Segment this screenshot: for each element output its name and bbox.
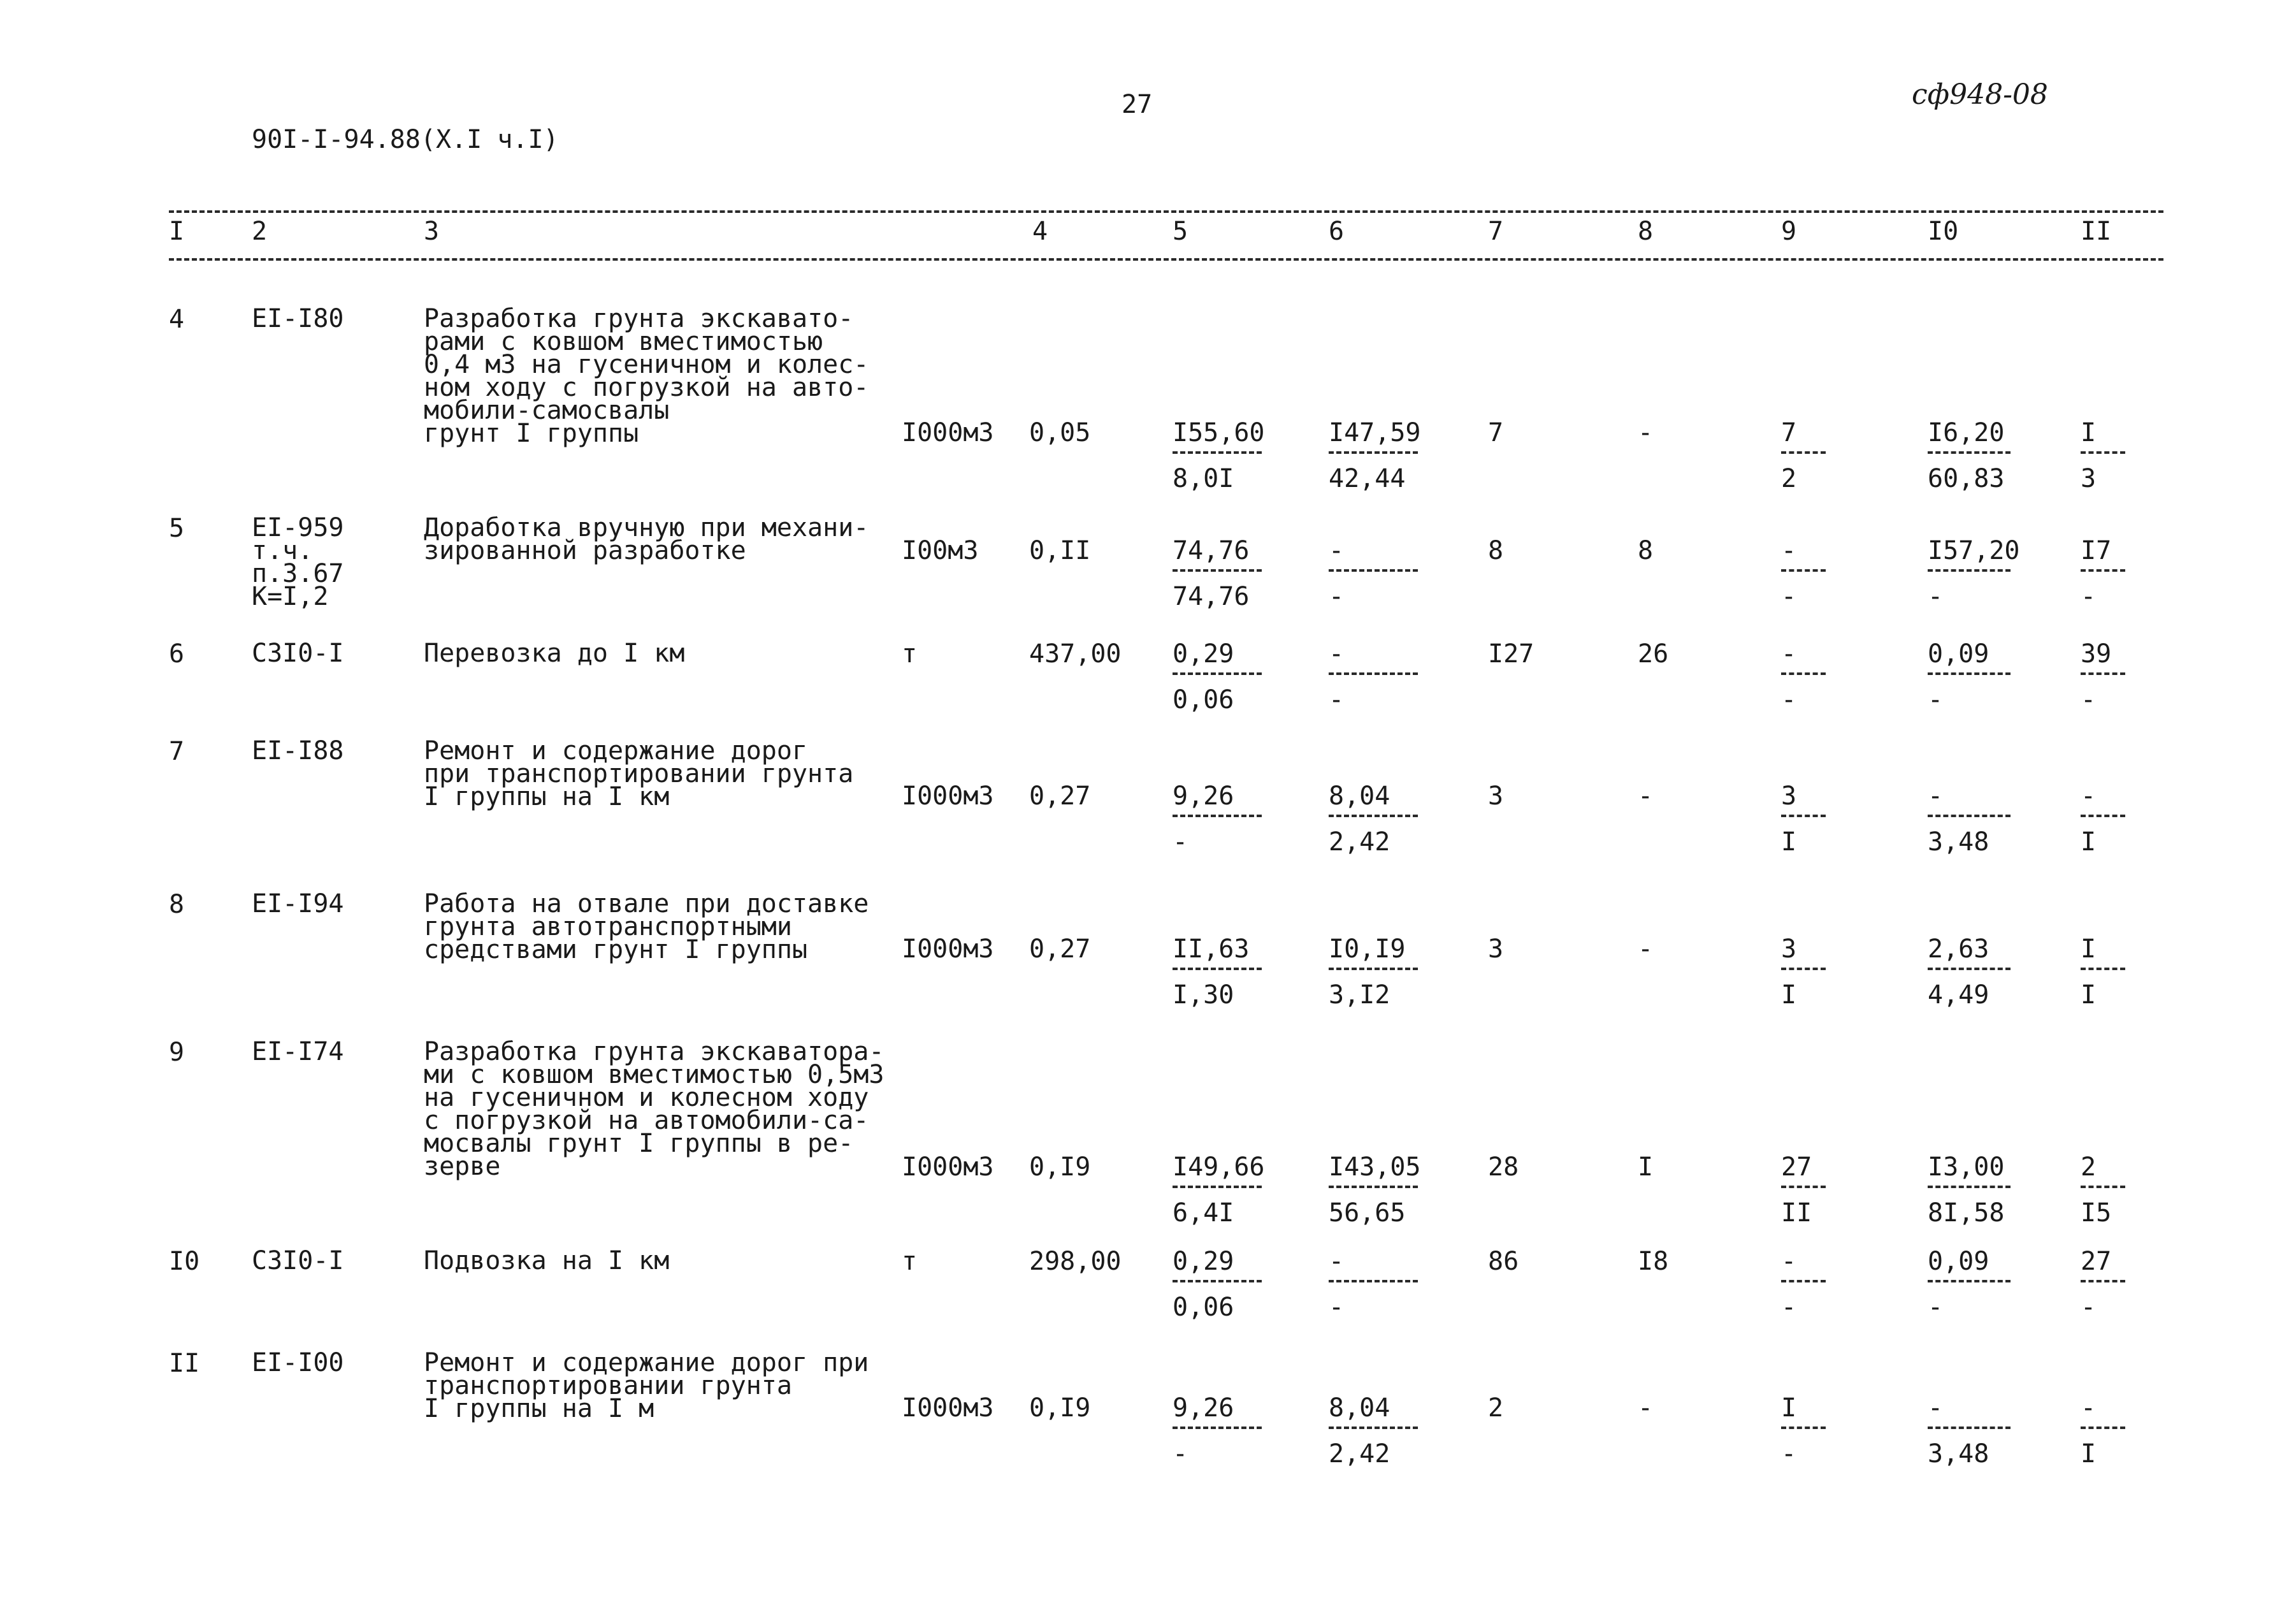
col11-value-numerator: - — [2081, 1393, 2097, 1423]
work-description: Разработка грунта экскавато- рами с ковшом вместимостью 0,4 м3 на гусеничном и колес- ном ходу с погрузкой на авто- мобили-самосвалы грунт I группы — [424, 304, 869, 448]
col10-value-fraction-bar — [1928, 815, 2011, 817]
quantity: 0,II — [1029, 536, 1091, 565]
unit-of-measure: I000м3 — [902, 1152, 994, 1182]
col9-value-numerator: 3 — [1781, 781, 1797, 811]
page-number: 27 — [1122, 90, 1153, 119]
col6-value-denominator: 2,42 — [1329, 827, 1390, 857]
work-description: Перевозка до I км — [424, 639, 685, 668]
col5-value-fraction-bar — [1173, 451, 1262, 454]
norm-code: EI-I80 — [252, 304, 344, 333]
col5-value-numerator: I49,66 — [1173, 1152, 1265, 1182]
work-description: Ремонт и содержание дорог при транспортировании грунта I группы на I м — [424, 1348, 869, 1423]
col6-value-fraction-bar — [1329, 968, 1418, 970]
col6-value-numerator: I43,05 — [1329, 1152, 1421, 1182]
col11-value-denominator: I — [2081, 980, 2097, 1010]
col5-value-fraction-bar — [1173, 968, 1262, 970]
col9-value-denominator: I — [1781, 980, 1797, 1010]
column-header-10: I0 — [1928, 217, 1959, 246]
column-header-3: 3 — [424, 217, 440, 246]
quantity: 0,27 — [1029, 781, 1091, 811]
work-description: Разработка грунта экскаватора- ми с ковшом вместимостью 0,5м3 на гусеничном и колесном ходу с погрузкой на автомобили-са- мосвалы грунт I группы в ре- зерве — [424, 1037, 884, 1181]
column-header-7: 7 — [1488, 217, 1504, 246]
col6-value-fraction-bar — [1329, 569, 1418, 572]
col7-value: I27 — [1488, 639, 1534, 669]
work-description: Ремонт и содержание дорог при транспортировании грунта I группы на I км — [424, 736, 854, 811]
col9-value-denominator: II — [1781, 1198, 1812, 1228]
col6-value-denominator: - — [1329, 582, 1345, 611]
col9-value-numerator: I — [1781, 1393, 1797, 1423]
col6-value-numerator: - — [1329, 639, 1345, 669]
row-number: 4 — [169, 305, 185, 334]
col8-value: 8 — [1638, 536, 1654, 565]
column-header-5: 5 — [1173, 217, 1188, 246]
col11-value-numerator: 39 — [2081, 639, 2112, 669]
col11-value-numerator: 27 — [2081, 1247, 2112, 1276]
quantity: 0,I9 — [1029, 1393, 1091, 1423]
norm-code: C3I0-I — [252, 1246, 344, 1275]
col11-value-fraction-bar — [2081, 569, 2125, 572]
col9-value-numerator: 27 — [1781, 1152, 1812, 1182]
unit-of-measure: I000м3 — [902, 781, 994, 811]
col10-value-denominator: 3,48 — [1928, 827, 1989, 857]
col8-value: - — [1638, 1393, 1654, 1423]
col6-value-denominator: 3,I2 — [1329, 980, 1390, 1010]
col5-value-denominator: 0,06 — [1173, 1293, 1234, 1322]
col5-value-denominator: - — [1173, 1439, 1188, 1469]
col9-value-denominator: - — [1781, 582, 1797, 611]
col8-value: - — [1638, 418, 1654, 447]
col10-value-denominator: - — [1928, 1293, 1944, 1322]
col11-value-denominator: - — [2081, 582, 2097, 611]
col10-value-fraction-bar — [1928, 1186, 2011, 1188]
col6-value-fraction-bar — [1329, 1186, 1418, 1188]
col11-value-fraction-bar — [2081, 968, 2125, 970]
col6-value-numerator: I47,59 — [1329, 418, 1421, 447]
norm-code: EI-I94 — [252, 889, 344, 918]
col11-value-fraction-bar — [2081, 815, 2125, 817]
col10-value-fraction-bar — [1928, 569, 2011, 572]
quantity: 0,05 — [1029, 418, 1091, 447]
col6-value-numerator: I0,I9 — [1329, 934, 1406, 964]
column-header-8: 8 — [1638, 217, 1654, 246]
col5-value-denominator: I,30 — [1173, 980, 1234, 1010]
col6-value-numerator: 8,04 — [1329, 1393, 1390, 1423]
col7-value: 8 — [1488, 536, 1504, 565]
col11-value-fraction-bar — [2081, 1186, 2125, 1188]
row-number: II — [169, 1349, 200, 1378]
col5-value-numerator: I55,60 — [1173, 418, 1265, 447]
col5-value-fraction-bar — [1173, 1186, 1262, 1188]
column-header-11: II — [2081, 217, 2112, 246]
col10-value-numerator: - — [1928, 1393, 1944, 1423]
col11-value-denominator: - — [2081, 1293, 2097, 1322]
header-rule-top — [169, 210, 2163, 213]
col6-value-fraction-bar — [1329, 1280, 1418, 1282]
quantity: 298,00 — [1029, 1247, 1122, 1276]
quantity: 0,I9 — [1029, 1152, 1091, 1182]
col10-value-numerator: 2,63 — [1928, 934, 1989, 964]
col11-value-fraction-bar — [2081, 672, 2125, 675]
quantity: 437,00 — [1029, 639, 1122, 669]
col11-value-numerator: I7 — [2081, 536, 2112, 565]
row-number: 5 — [169, 514, 185, 543]
row-number: 9 — [169, 1038, 185, 1067]
work-description: Работа на отвале при доставке грунта автотранспортными средствами грунт I группы — [424, 889, 869, 964]
col5-value-numerator: II,63 — [1173, 934, 1250, 964]
col5-value-fraction-bar — [1173, 569, 1262, 572]
col9-value-denominator: - — [1781, 685, 1797, 715]
col10-value-denominator: 8I,58 — [1928, 1198, 2005, 1228]
work-description: Подвозка на I км — [424, 1246, 670, 1275]
col5-value-fraction-bar — [1173, 1427, 1262, 1429]
col5-value-fraction-bar — [1173, 672, 1262, 675]
norm-code: EI-I00 — [252, 1348, 344, 1377]
row-number: 6 — [169, 639, 185, 669]
unit-of-measure: т — [902, 1247, 918, 1276]
col11-value-fraction-bar — [2081, 451, 2125, 454]
col9-value-fraction-bar — [1781, 968, 1826, 970]
col11-value-numerator: - — [2081, 781, 2097, 811]
column-header-9: 9 — [1781, 217, 1797, 246]
col10-value-fraction-bar — [1928, 1427, 2011, 1429]
col6-value-fraction-bar — [1329, 672, 1418, 675]
col8-value: - — [1638, 934, 1654, 964]
unit-of-measure: I000м3 — [902, 1393, 994, 1423]
work-description: Доработка вручную при механи- зированной разработке — [424, 513, 869, 565]
column-header-1: I — [169, 217, 185, 246]
col10-value-numerator: I6,20 — [1928, 418, 2005, 447]
col11-value-numerator: 2 — [2081, 1152, 2097, 1182]
col9-value-numerator: 3 — [1781, 934, 1797, 964]
col11-value-denominator: I — [2081, 1439, 2097, 1469]
col7-value: 28 — [1488, 1152, 1519, 1182]
col9-value-denominator: - — [1781, 1439, 1797, 1469]
norm-code: EI-959 т.ч. п.3.67 К=I,2 — [252, 513, 344, 611]
column-header-2: 2 — [252, 217, 268, 246]
col6-value-denominator: - — [1329, 1293, 1345, 1322]
col10-value-numerator: 0,09 — [1928, 639, 1989, 669]
col10-value-denominator: - — [1928, 685, 1944, 715]
col10-value-fraction-bar — [1928, 1280, 2011, 1282]
col10-value-numerator: 0,09 — [1928, 1247, 1989, 1276]
col7-value: 2 — [1488, 1393, 1504, 1423]
row-number: 8 — [169, 890, 185, 919]
col6-value-fraction-bar — [1329, 1427, 1418, 1429]
row-number: 7 — [169, 737, 185, 766]
col5-value-denominator: - — [1173, 827, 1188, 857]
col11-value-denominator: 3 — [2081, 464, 2097, 493]
col6-value-denominator: - — [1329, 685, 1345, 715]
col6-value-numerator: - — [1329, 1247, 1345, 1276]
col9-value-fraction-bar — [1781, 815, 1826, 817]
col6-value-fraction-bar — [1329, 815, 1418, 817]
unit-of-measure: I000м3 — [902, 934, 994, 964]
col5-value-denominator: 0,06 — [1173, 685, 1234, 715]
col8-value: 26 — [1638, 639, 1669, 669]
col10-value-numerator: - — [1928, 781, 1944, 811]
col10-value-numerator: I57,20 — [1928, 536, 2020, 565]
col9-value-numerator: 7 — [1781, 418, 1797, 447]
col5-value-numerator: 0,29 — [1173, 639, 1234, 669]
col6-value-denominator: 42,44 — [1329, 464, 1406, 493]
col6-value-denominator: 2,42 — [1329, 1439, 1390, 1469]
quantity: 0,27 — [1029, 934, 1091, 964]
col9-value-numerator: - — [1781, 639, 1797, 669]
col9-value-fraction-bar — [1781, 1427, 1826, 1429]
col10-value-denominator: 60,83 — [1928, 464, 2005, 493]
archive-stamp: сф948-08 — [1912, 78, 2048, 111]
col9-value-denominator: 2 — [1781, 464, 1797, 493]
col11-value-fraction-bar — [2081, 1280, 2125, 1282]
col7-value: 86 — [1488, 1247, 1519, 1276]
col10-value-denominator: 3,48 — [1928, 1439, 1989, 1469]
col9-value-fraction-bar — [1781, 451, 1826, 454]
col10-value-fraction-bar — [1928, 451, 2011, 454]
col9-value-fraction-bar — [1781, 1186, 1826, 1188]
col5-value-numerator: 9,26 — [1173, 1393, 1234, 1423]
col5-value-numerator: 0,29 — [1173, 1247, 1234, 1276]
col8-value: I — [1638, 1152, 1654, 1182]
col5-value-denominator: 6,4I — [1173, 1198, 1234, 1228]
col10-value-denominator: - — [1928, 582, 1944, 611]
col10-value-fraction-bar — [1928, 672, 2011, 675]
col6-value-fraction-bar — [1329, 451, 1418, 454]
col11-value-numerator: I — [2081, 934, 2097, 964]
col9-value-fraction-bar — [1781, 569, 1826, 572]
col9-value-numerator: - — [1781, 536, 1797, 565]
col5-value-fraction-bar — [1173, 1280, 1262, 1282]
unit-of-measure: I00м3 — [902, 536, 979, 565]
col9-value-numerator: - — [1781, 1247, 1797, 1276]
col9-value-denominator: - — [1781, 1293, 1797, 1322]
unit-of-measure: I000м3 — [902, 418, 994, 447]
col11-value-denominator: I — [2081, 827, 2097, 857]
col6-value-denominator: 56,65 — [1329, 1198, 1406, 1228]
col11-value-numerator: I — [2081, 418, 2097, 447]
column-header-4: 4 — [1032, 217, 1048, 246]
norm-code: C3I0-I — [252, 639, 344, 668]
col5-value-fraction-bar — [1173, 815, 1262, 817]
col7-value: 7 — [1488, 418, 1504, 447]
col9-value-fraction-bar — [1781, 672, 1826, 675]
col10-value-fraction-bar — [1928, 968, 2011, 970]
document-code: 90I-I-94.88(X.I ч.I) — [252, 125, 559, 154]
col8-value: - — [1638, 781, 1654, 811]
col9-value-denominator: I — [1781, 827, 1797, 857]
col8-value: I8 — [1638, 1247, 1669, 1276]
col5-value-numerator: 74,76 — [1173, 536, 1250, 565]
norm-code: EI-I74 — [252, 1037, 344, 1066]
col7-value: 3 — [1488, 934, 1504, 964]
col7-value: 3 — [1488, 781, 1504, 811]
col6-value-numerator: - — [1329, 536, 1345, 565]
col9-value-fraction-bar — [1781, 1280, 1826, 1282]
column-header-6: 6 — [1329, 217, 1345, 246]
col11-value-denominator: I5 — [2081, 1198, 2112, 1228]
col10-value-denominator: 4,49 — [1928, 980, 1989, 1010]
col5-value-numerator: 9,26 — [1173, 781, 1234, 811]
col5-value-denominator: 74,76 — [1173, 582, 1250, 611]
norm-code: EI-I88 — [252, 736, 344, 766]
col6-value-numerator: 8,04 — [1329, 781, 1390, 811]
col11-value-denominator: - — [2081, 685, 2097, 715]
row-number: I0 — [169, 1247, 200, 1276]
unit-of-measure: т — [902, 639, 918, 669]
col10-value-numerator: I3,00 — [1928, 1152, 2005, 1182]
col11-value-fraction-bar — [2081, 1427, 2125, 1429]
header-rule-bottom — [169, 258, 2163, 261]
col5-value-denominator: 8,0I — [1173, 464, 1234, 493]
